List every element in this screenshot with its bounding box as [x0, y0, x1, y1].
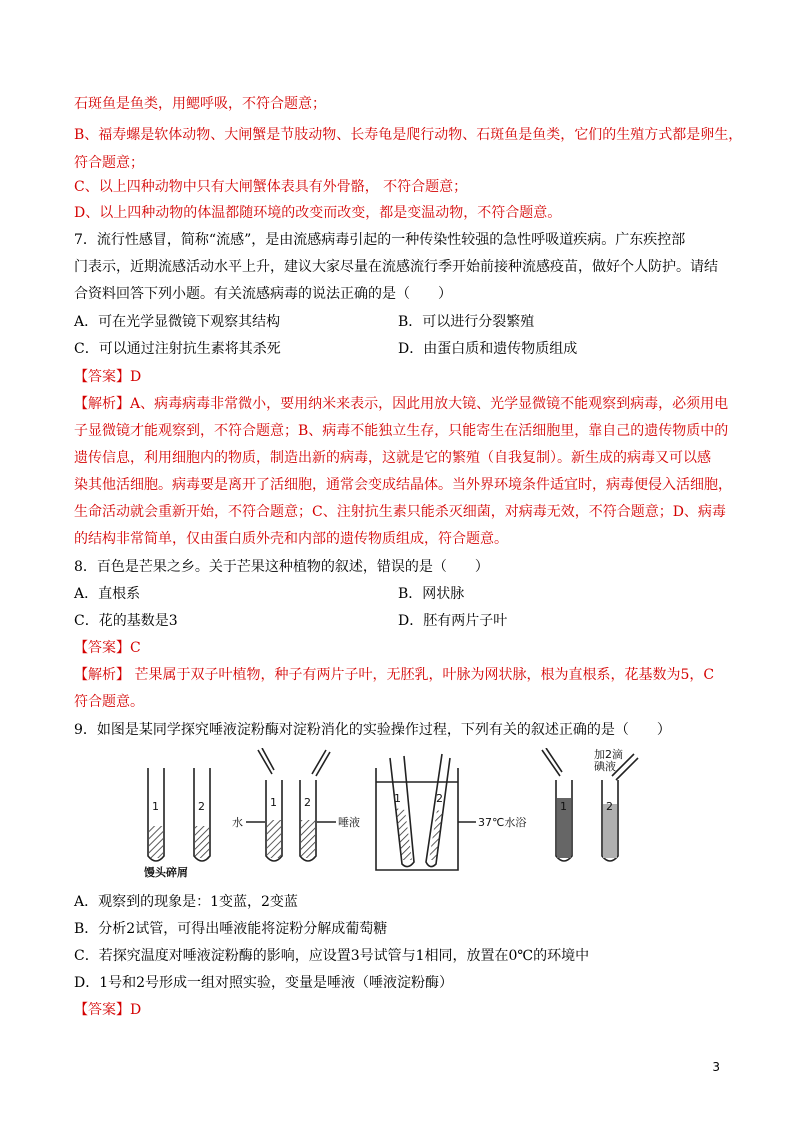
tube-label: 1	[270, 796, 277, 809]
saliva-label: 唾液	[338, 816, 360, 829]
q7-analysis-line: 的结构非常简单，仅由蛋白质外壳和内部的遗传物质组成，符合题意。	[74, 531, 508, 547]
water-bath-label: 37℃水浴	[478, 816, 527, 829]
dropper-icon	[312, 750, 330, 776]
q7-stem-line: 门表示，近期流感活动水平上升，建议大家尽量在流感流行季开始前接种流感疫苗，做好个人防护。请结	[74, 259, 718, 275]
q7-stem-line: 合资料回答下列小题。有关流感病毒的说法正确的是（ ）	[74, 286, 452, 302]
water-label: 水	[232, 816, 243, 829]
step4-tube-1	[542, 748, 572, 861]
q7-option-c: C．可以通过注射抗生素将其杀死	[74, 341, 281, 357]
intro-line: 符合题意；	[74, 155, 144, 171]
tube-label: 2	[304, 796, 311, 809]
step1-tube-2	[194, 768, 210, 861]
q8-option-c: C．花的基数是3	[74, 613, 178, 629]
bread-crumbs-caption: 馒头碎屑	[144, 866, 188, 878]
q7-answer: 【答案】D	[74, 369, 142, 385]
q9-option-a: A．观察到的现象是：1变蓝，2变蓝	[74, 894, 298, 910]
q8-option-b: B．网状脉	[398, 586, 465, 602]
q9-stem: 9．如图是某同学探究唾液淀粉酶对淀粉消化的实验操作过程，下列有关的叙述正确的是（ ）	[74, 722, 671, 738]
q8-answer: 【答案】C	[74, 640, 141, 656]
q7-analysis-line: 遗传信息，利用细胞内的物质，制造出新的病毒，这就是它的繁殖（自我复制）。新生成的病毒又可以感	[74, 450, 711, 466]
q8-stem: 8．百色是芒果之乡。关于芒果这种植物的叙述，错误的是（ ）	[74, 559, 489, 575]
iodine-label: 碘液	[594, 760, 616, 773]
q8-analysis-line: 【解析】 芒果属于双子叶植物，种子有两片子叶，无胚乳，叶脉为网状脉，根为直根系，花基数为5，C	[74, 667, 715, 683]
q9-option-c: C．若探究温度对唾液淀粉酶的影响，应设置3号试管与1相同，放置在0℃的环境中	[74, 948, 590, 964]
q7-option-d: D．由蛋白质和遗传物质组成	[398, 341, 578, 357]
q8-option-a: A．直根系	[74, 586, 141, 602]
q7-option-a: A．可在光学显微镜下观察其结构	[74, 314, 281, 330]
water-bath-beaker	[376, 754, 458, 870]
intro-line: C、以上四种动物中只有大闸蟹体表具有外骨骼， 不符合题意；	[74, 179, 468, 195]
q7-stem-line: 7．流行性感冒，简称“流感”，是由流感病毒引起的一种传染性较强的急性呼吸道疾病。广东疾控部	[74, 232, 686, 248]
tube-label: 2	[436, 792, 443, 805]
dropper-icon	[542, 748, 562, 776]
q7-analysis-line: 染其他活细胞。病毒要是离开了活细胞，通常会变成结晶体。当外界环境条件适宜时，病毒便侵入活细胞，	[74, 477, 732, 493]
tube-label: 2	[606, 800, 613, 813]
q9-option-d: D．1号和2号形成一组对照实验，变量是唾液（唾液淀粉酶）	[74, 975, 454, 991]
iodine-label: 加2滴	[594, 748, 623, 761]
intro-line: 石斑鱼是鱼类，用鳃呼吸，不符合题意；	[74, 96, 326, 112]
tube-label: 2	[198, 800, 205, 813]
intro-line: B、福寿螺是软体动物、大闸蟹是节肢动物、长寿龟是爬行动物、石斑鱼是鱼类，它们的生殖方式都是卵生，	[74, 127, 743, 143]
q8-analysis-line: 符合题意。	[74, 694, 144, 710]
step1-tube-1	[148, 768, 164, 861]
tube-label: 1	[560, 800, 567, 813]
tube-label: 1	[152, 800, 159, 813]
tube-label: 1	[394, 792, 401, 805]
q9-option-b: B．分析2试管，可得出唾液能将淀粉分解成葡萄糖	[74, 921, 388, 937]
q7-option-b: B．可以进行分裂繁殖	[398, 314, 535, 330]
q8-option-d: D．胚有两片子叶	[398, 613, 508, 629]
q7-analysis-line: 子显微镜才能观察到，不符合题意；B、病毒不能独立生存，只能寄生在活细胞里，靠自己的遗传物质中的	[74, 423, 729, 439]
q7-analysis-line: 【解析】A、病毒病毒非常微小，要用纳米来表示，因此用放大镜、光学显微镜不能观察到病毒，必须用电	[74, 396, 729, 412]
q7-analysis-line: 生命活动就会重新开始，不符合题意；C、注射抗生素只能杀灭细菌，对病毒无效，不符合题意；D、病毒	[74, 504, 726, 520]
page-number: 3	[712, 1060, 720, 1074]
q9-answer: 【答案】D	[74, 1002, 142, 1018]
intro-line: D、以上四种动物的体温都随环境的改变而改变，都是变温动物，不符合题意。	[74, 205, 562, 221]
experiment-figure	[140, 748, 660, 878]
dropper-icon	[258, 748, 274, 774]
